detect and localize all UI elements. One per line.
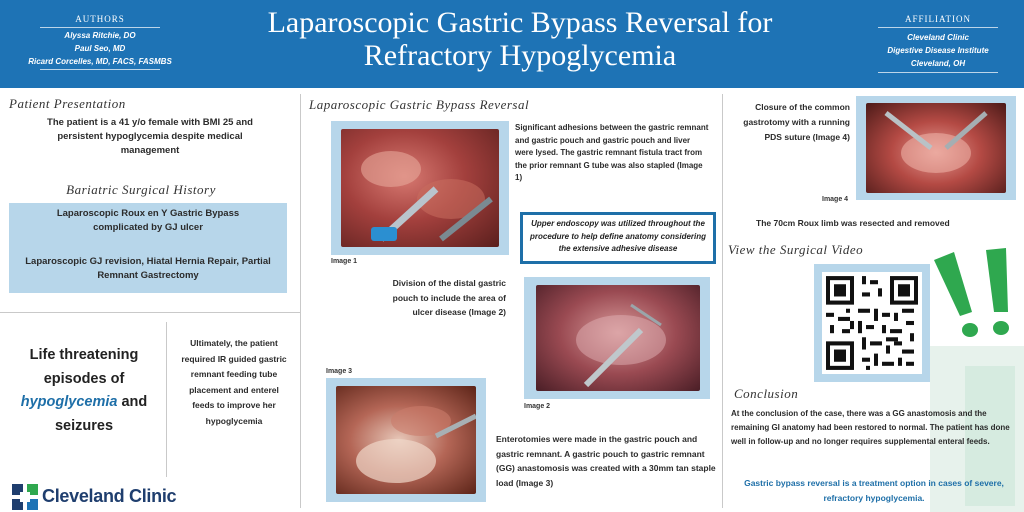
image-2-frame (524, 277, 710, 399)
threat-block (4, 344, 164, 438)
affiliation-line: Digestive Disease Institute (887, 46, 989, 55)
history-item: Laparoscopic Roux en Y Gastric Bypass complicated by GJ ulcer (56, 208, 240, 233)
conclusion-text: At the conclusion of the case, there was a GG anastomosis and the remaining GI anatomy had been restored to normal. The patient has done well in follow-up and no longer requires supplemental enteral feeds. (731, 409, 1010, 446)
poster-header (0, 0, 1024, 88)
affiliation-rule (878, 27, 998, 28)
image-1-caption: Image 1 (331, 258, 358, 265)
threat-line: episodes of (43, 370, 125, 387)
section-divider (0, 312, 300, 313)
hypoglycemia-highlight: hypoglycemia (20, 394, 118, 410)
author-name: Alyssa Ritchie, DO (64, 31, 136, 40)
title-line: Refractory Hypoglycemia (363, 39, 677, 72)
threat-line: seizures (54, 417, 114, 434)
patient-heading: Patient Presentation (9, 96, 126, 111)
authors-rule-bottom (40, 69, 160, 70)
roux-text: The 70cm Roux limb was resected and removed (756, 218, 950, 228)
exclamation-marks-icon (932, 246, 1022, 338)
surgical-image-1 (341, 129, 499, 247)
authors-list (0, 29, 200, 68)
qr-code-icon[interactable] (822, 272, 922, 374)
affiliation-label: AFFILIATION (905, 14, 971, 24)
column-divider (722, 94, 723, 508)
image-3-frame (326, 378, 486, 502)
image-4-frame (856, 96, 1016, 200)
qr-code-frame (814, 264, 930, 382)
reversal-heading: Laparoscopic Gastric Bypass Reversal (309, 97, 530, 112)
image-3-caption: Image 3 (326, 368, 353, 375)
threat-line-rest: and (117, 394, 148, 410)
surgical-image-2 (536, 285, 700, 391)
step-2-text: Division of the distal gastric pouch to include the area of ulcer disease (Image 2) (392, 278, 506, 317)
endoscopy-callout: Upper endoscopy was utilized throughout the procedure to help define anatomy considering the extensive adhesive disease (520, 212, 716, 264)
surgical-image-3 (336, 386, 476, 494)
affiliation-line: Cleveland, OH (910, 59, 966, 68)
takeaway-text: Gastric bypass reversal is a treatment option in cases of severe, refractory hypoglycemia. (744, 478, 1004, 503)
inner-divider (166, 322, 167, 477)
author-name: Ricard Corcelles, MD, FACS, FASMBS (28, 57, 172, 66)
surgical-image-4 (866, 103, 1006, 193)
affiliation-line: Cleveland Clinic (907, 33, 969, 42)
history-item: Laparoscopic GJ revision, Hiatal Hernia Repair, Partial Remnant Gastrectomy (25, 256, 271, 281)
step-1-text: Significant adhesions between the gastric remnant and gastric pouch and gastric pouch and liver were lysed. The gastric remnant fistula tract from the prior remnant G tube was also stapled (Image 1) (515, 123, 709, 182)
cleveland-clinic-logo-text: Cleveland Clinic (42, 486, 177, 506)
affiliation-rule-bottom (878, 72, 998, 73)
image-1-frame (331, 121, 509, 255)
authors-rule (40, 27, 160, 28)
column-divider (300, 94, 301, 508)
threat-line: Life threatening (29, 347, 139, 363)
image-4-caption: Image 4 (822, 196, 849, 203)
affiliation-list (858, 31, 1018, 70)
history-box (9, 203, 287, 293)
author-name: Paul Seo, MD (74, 44, 126, 53)
poster-title (200, 6, 840, 72)
video-heading: View the Surgical Video (728, 242, 864, 257)
history-heading: Bariatric Surgical History (66, 182, 216, 197)
cleveland-clinic-logo-icon (12, 484, 38, 510)
title-line: Laparoscopic Gastric Bypass Reversal for (267, 6, 773, 39)
closure-text: Closure of the common gastrotomy with a running PDS suture (Image 4) (743, 102, 850, 142)
threat-line (4, 391, 164, 415)
image-2-caption: Image 2 (524, 403, 551, 410)
ultimately-text: Ultimately, the patient required IR guided gastric remnant feeding tube placement and enterel feeds to improve her hypoglycemia (181, 338, 287, 426)
conclusion-heading: Conclusion (734, 386, 799, 401)
authors-label: AUTHORS (75, 14, 125, 24)
patient-text: The patient is a 41 y/o female with BMI 25 and persistent hypoglycemia despite medical management (47, 117, 253, 156)
step-3-text: Enterotomies were made in the gastric pouch and gastric remnant. A gastric pouch to gastric remnant (GG) anastomosis was created with a 30mm tan staple load (Image 3) (496, 434, 716, 488)
